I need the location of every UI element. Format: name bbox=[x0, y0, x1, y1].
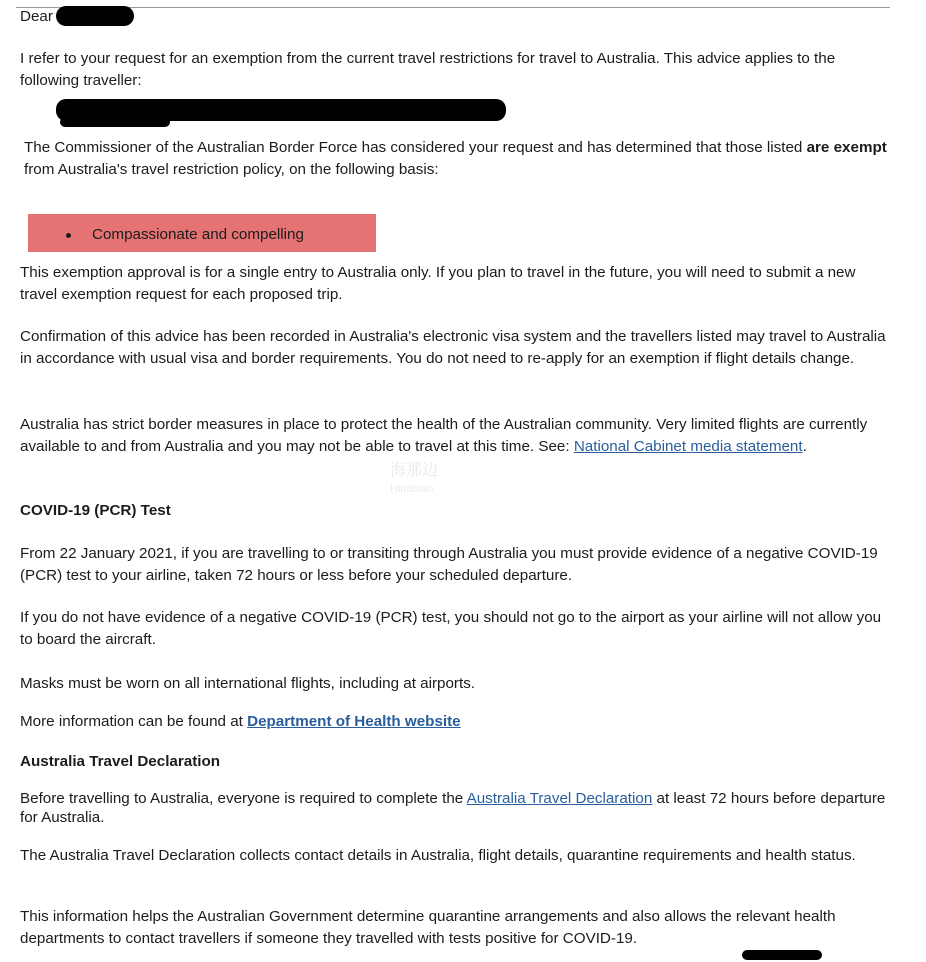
covid-paragraph-2: If you do not have evidence of a negative COVID-19 (PCR) test, you should not go to the airport as your airline will not allow you to board the aircraft. bbox=[20, 609, 882, 648]
covid-paragraph-1: From 22 January 2021, if you are travelling to or transiting through Australia you must provide evidence of a negative COVID-19 (PCR) test to your airline, taken 72 hours or less before your scheduled departure. bbox=[20, 545, 878, 584]
basis-label: Compassionate and compelling bbox=[92, 226, 304, 243]
redacted-traveller-tail bbox=[60, 117, 170, 127]
atd-paragraph-1: Before travelling to Australia, everyone is required to complete the Australia Travel Declaration at least 72 hours before departure for Australia. bbox=[20, 790, 886, 826]
exempt-emphasis: are exempt bbox=[806, 139, 887, 156]
redacted-footer-mark bbox=[742, 950, 822, 960]
redacted-name bbox=[56, 6, 134, 26]
atd-heading: Australia Travel Declaration bbox=[20, 753, 221, 770]
intro-paragraph: I refer to your request for an exemption from the current travel restrictions for travel to Australia. This advice applies to the following traveller: bbox=[20, 50, 836, 89]
basis-list-item bbox=[66, 224, 304, 246]
atd-paragraph-2: The Australia Travel Declaration collects contact details in Australia, flight details, quarantine requirements and health status. bbox=[20, 847, 856, 864]
australia-travel-declaration-link[interactable]: Australia Travel Declaration bbox=[466, 790, 653, 807]
atd-paragraph-3: This information helps the Australian Government determine quarantine arrangements and also allows the relevant health departments to contact travellers if someone they travelled with tests positive for COVID-19. bbox=[20, 908, 836, 947]
confirmation-paragraph: Confirmation of this advice has been recorded in Australia's electronic visa system and the travellers listed may travel to Australia in accordance with usual visa and border requirements. You do not need to re-apply for an exemption if flight details change. bbox=[20, 328, 886, 367]
national-cabinet-link[interactable]: National Cabinet media statement bbox=[573, 438, 803, 455]
bullet-icon bbox=[66, 233, 71, 238]
border-paragraph: Australia has strict border measures in place to protect the health of the Australian community. Very limited flights are currently available to and from Australia and you may not be able to travel at this time. See: National Cabinet media statement. bbox=[20, 416, 868, 455]
decision-paragraph: The Commissioner of the Australian Border Force has considered your request and has determined that those listed are exempt from Australia's travel restriction policy, on the following basis: bbox=[24, 139, 887, 178]
covid-heading: COVID-19 (PCR) Test bbox=[20, 502, 171, 519]
salutation: Dear bbox=[20, 8, 53, 25]
department-of-health-link[interactable]: Department of Health website bbox=[247, 713, 461, 730]
masks-paragraph: Masks must be worn on all international flights, including at airports. bbox=[20, 675, 476, 692]
watermark: 海那边 Hinabian bbox=[390, 462, 439, 495]
more-info-paragraph: More information can be found at Department of Health website bbox=[20, 713, 461, 730]
single-entry-paragraph: This exemption approval is for a single entry to Australia only. If you plan to travel in the future, you will need to submit a new travel exemption request for each proposed trip. bbox=[20, 264, 856, 303]
